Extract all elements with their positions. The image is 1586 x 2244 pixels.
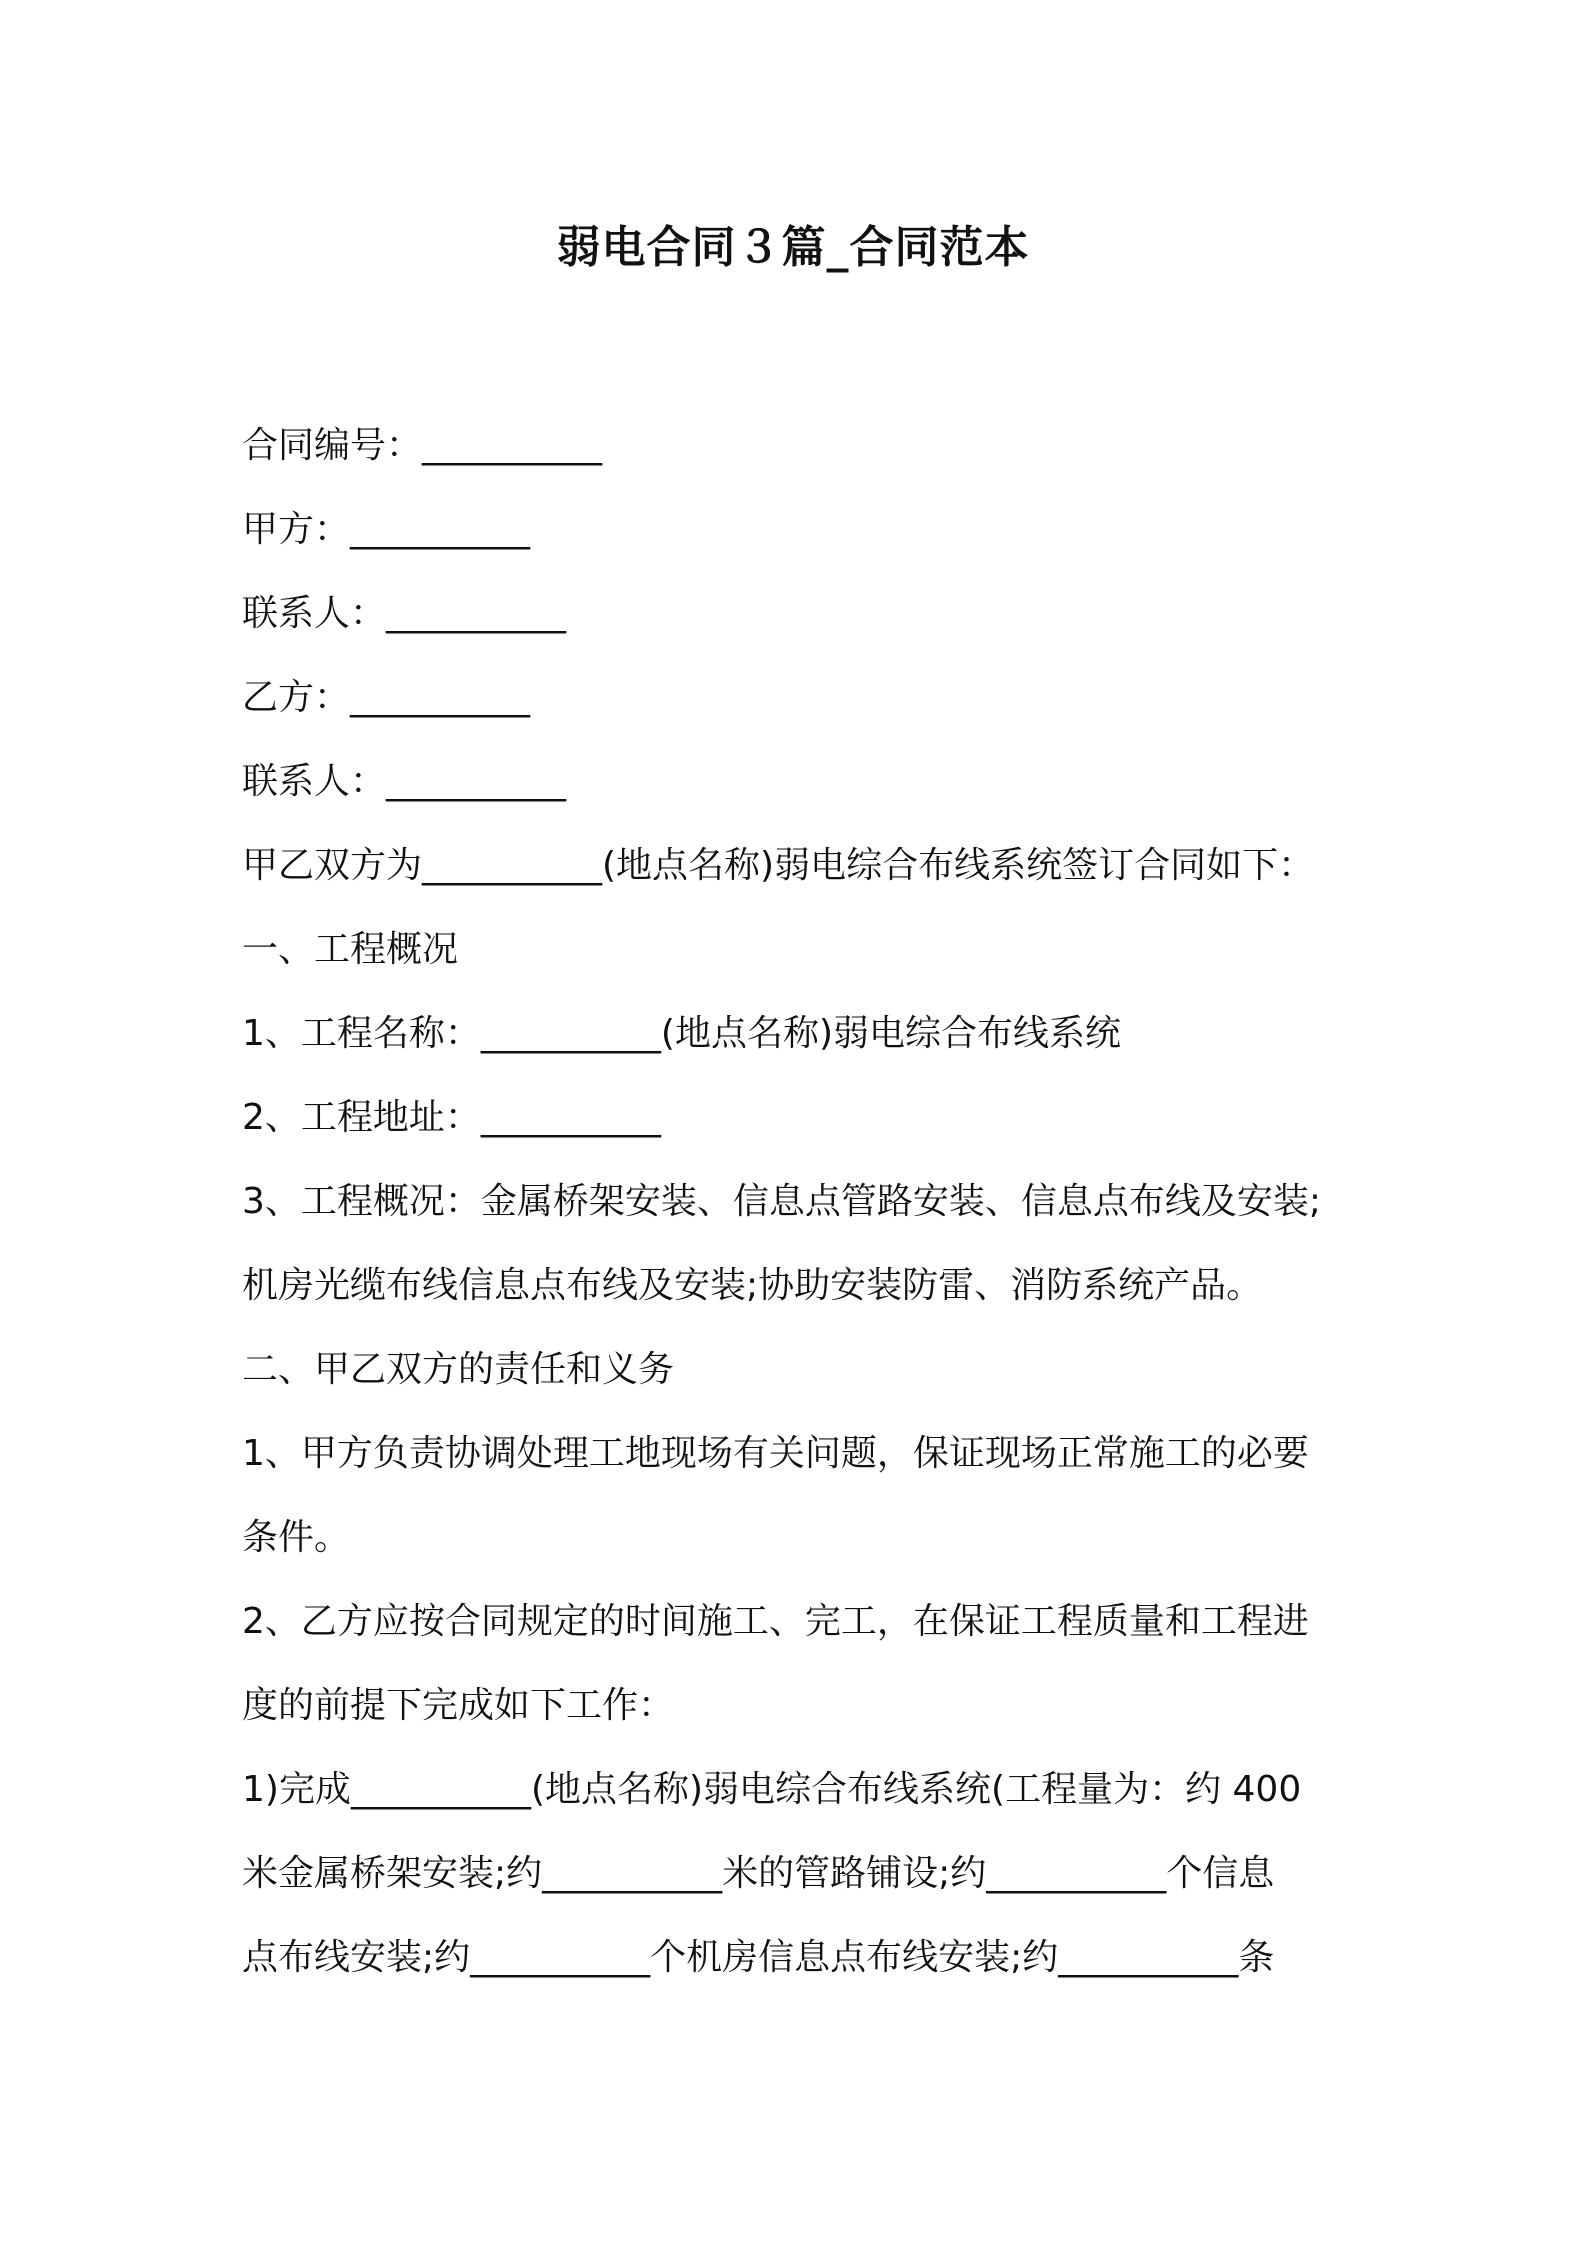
party-a-duty-line-2: 条件。: [242, 1517, 351, 1558]
contract-number-line: 合同编号：__________: [242, 425, 603, 466]
project-overview-line-1: 3、工程概况：金属桥架安装、信息点管路安装、信息点布线及安装;: [242, 1181, 1322, 1222]
party-a-duty-line-1: 1、甲方负责协调处理工地现场有关问题，保证现场正常施工的必要: [242, 1433, 1309, 1474]
project-overview-line-2: 机房光缆布线信息点布线及安装;协助安装防雷、消防系统产品。: [242, 1265, 1263, 1306]
agreement-intro-line: 甲乙双方为__________(地点名称)弱电综合布线系统签订合同如下：: [242, 845, 1315, 886]
party-b-contact-line: 联系人：__________: [242, 761, 567, 802]
document-body: [242, 404, 1362, 2000]
party-b-line: 乙方：__________: [242, 677, 531, 718]
section-1-heading: 一、工程概况: [242, 929, 459, 970]
section-2-heading: 二、甲乙双方的责任和义务: [242, 1349, 675, 1390]
party-b-duty-line-1: 2、乙方应按合同规定的时间施工、完工，在保证工程质量和工程进: [242, 1601, 1309, 1642]
work-item-line-2: 米金属桥架安装;约__________米的管路铺设;约__________个信息: [242, 1853, 1275, 1894]
work-item-line-3: 点布线安装;约__________个机房信息点布线安装;约__________条: [242, 1937, 1275, 1978]
party-b-duty-line-2: 度的前提下完成如下工作：: [242, 1685, 675, 1726]
party-a-contact-line: 联系人：__________: [242, 593, 567, 634]
project-name-line: 1、工程名称：__________(地点名称)弱电综合布线系统: [242, 1013, 1121, 1054]
work-item-line-1: 1)完成__________(地点名称)弱电综合布线系统(工程量为：约 400: [242, 1769, 1302, 1810]
project-address-line: 2、工程地址：__________: [242, 1097, 661, 1138]
party-a-line: 甲方：__________: [242, 509, 531, 550]
document-title: 弱电合同３篇_合同范本: [556, 222, 1030, 273]
